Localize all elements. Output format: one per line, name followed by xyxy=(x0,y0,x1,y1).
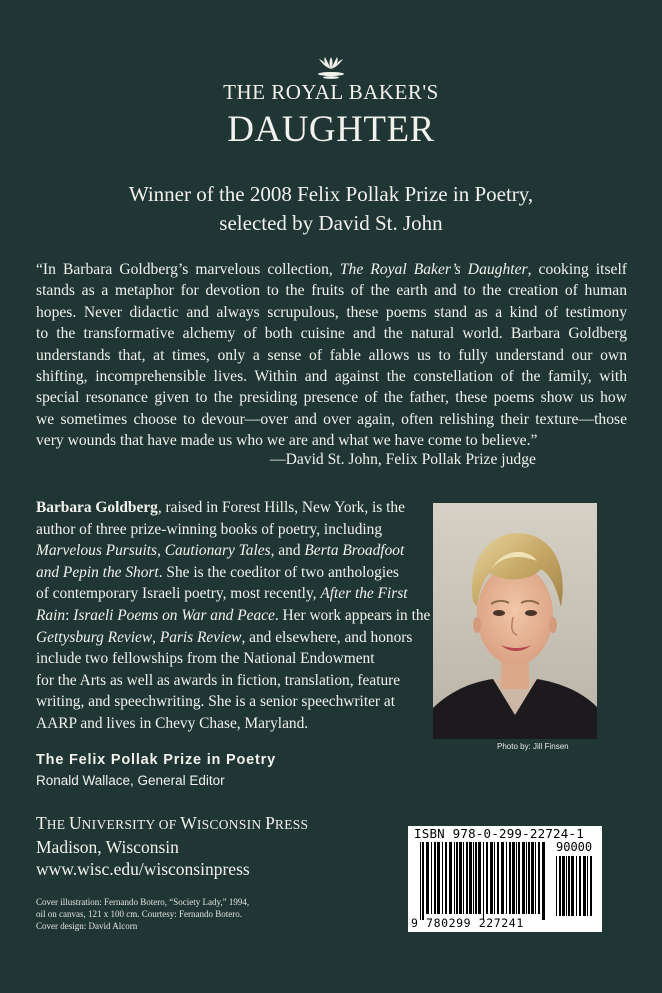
press-smallcaps: ISCONSIN xyxy=(196,817,266,832)
barcode-bar xyxy=(490,842,493,914)
barcode-bar xyxy=(466,842,468,914)
publisher-name xyxy=(36,812,308,836)
quote-attribution: —David St. John, Felix Pollak Prize judge xyxy=(270,451,536,468)
quote-line: hopes. Never didactic and always scrupulous, these poems stand as a kind of testimony xyxy=(36,303,627,321)
press-letter: W xyxy=(180,813,197,833)
credit-line: Cover illustration: Fernando Botero, “Society Lady,” 1994, xyxy=(36,897,250,907)
barcode-bar xyxy=(571,856,574,916)
barcode-bar xyxy=(542,842,545,920)
bio-line xyxy=(36,583,416,605)
bio-text: . She is the coeditor of two anthologies xyxy=(158,563,399,581)
publisher-city: Madison, Wisconsin xyxy=(36,837,179,857)
barcode-bar xyxy=(454,842,455,914)
quote-line: understands that, at times, only a sense of fable allows us to fully understand our own xyxy=(36,346,627,364)
book-title-line2: DAUGHTER xyxy=(227,109,435,150)
book-title: and Pepin the Short xyxy=(36,563,159,581)
barcode-bar xyxy=(566,856,567,916)
quote-line: shifting, incomprehensible lives. Within and against the constellation of the family, with xyxy=(36,368,627,386)
press-smallcaps: NIVERSITY OF xyxy=(81,817,181,832)
barcode-bar xyxy=(576,856,577,916)
barcode-bar xyxy=(437,842,440,914)
barcode-bar xyxy=(538,842,540,914)
quote-text: “In Barbara Goldberg’s marvelous collection, xyxy=(36,261,340,278)
barcode-bar xyxy=(463,842,464,914)
author-name: Barbara Goldberg xyxy=(36,499,158,516)
barcode-bar xyxy=(473,842,474,914)
prize-line1: Winner of the 2008 Felix Pollak Prize in Poetry, xyxy=(128,182,534,206)
barcode-bar xyxy=(486,842,488,914)
quote-line xyxy=(36,259,627,280)
barcode-bar xyxy=(559,856,561,916)
bio-text: , xyxy=(156,542,165,560)
bio-text: . Her work appears in the xyxy=(274,606,431,624)
ean-digits: 9 780299 227241 xyxy=(411,916,524,930)
barcode-bar xyxy=(587,856,588,916)
barcode-bar xyxy=(509,842,511,914)
barcode-bar xyxy=(535,842,536,914)
bio-line xyxy=(36,605,431,627)
book-title: Cautionary Tales xyxy=(164,542,271,560)
press-letter: U xyxy=(68,813,82,833)
prize-line2: selected by David St. John xyxy=(219,211,443,235)
series-name: The Felix Pollak Prize in Poetry xyxy=(36,752,276,768)
price-code: 90000 xyxy=(556,840,593,854)
barcode-bar xyxy=(475,842,477,914)
publisher-url: www.wisc.edu/wisconsinpress xyxy=(36,859,250,879)
barcode-bar xyxy=(568,856,570,916)
bio-line: include two fellowships from the National Endowment xyxy=(36,650,375,668)
barcode-bar xyxy=(449,842,452,914)
bio-line xyxy=(36,540,416,562)
endorsement-quote xyxy=(36,259,627,452)
book-title: Berta Broadfoot xyxy=(304,542,405,560)
bio-text: , and xyxy=(270,542,305,560)
press-smallcaps: RESS xyxy=(274,817,309,832)
barcode-bar xyxy=(583,856,586,916)
bio-text: : xyxy=(65,606,74,624)
press-smallcaps: HE xyxy=(46,817,69,832)
book-title-line1: THE ROYAL BAKER'S xyxy=(223,80,439,104)
barcode-bar xyxy=(562,856,565,916)
barcode-bar xyxy=(420,842,421,920)
barcode-bar xyxy=(431,842,432,914)
bio-line: for the Arts as well as awards in fiction, translation, feature xyxy=(36,671,401,689)
quote-book-title: The Royal Baker’s Daughter xyxy=(339,261,528,278)
barcode-bar xyxy=(501,842,504,914)
book-title: Marvelous Pursuits xyxy=(36,542,157,560)
fleuron-ornament-icon xyxy=(310,55,352,79)
cover-credits xyxy=(36,896,249,933)
isbn-number: ISBN 978-0-299-22724-1 xyxy=(414,826,584,841)
barcode-bar xyxy=(434,842,436,914)
book-title: Israeli Poems on War and Peace xyxy=(73,606,275,624)
barcode-bar xyxy=(531,842,534,914)
bio-line: writing, and speechwriting. She is a senior speechwriter at xyxy=(36,693,396,711)
barcode-bar xyxy=(469,842,472,914)
bio-line: AARP and lives in Chevy Chase, Maryland. xyxy=(36,714,309,732)
bio-text: , xyxy=(152,628,160,646)
barcode-bar xyxy=(445,842,447,914)
barcode-bar xyxy=(497,842,499,914)
isbn-barcode xyxy=(408,826,602,932)
bio-text: of contemporary Israeli poetry, most recently, xyxy=(36,585,321,603)
photo-credit: Photo by: Jill Finsen xyxy=(497,742,569,751)
quote-line: very wounds that have made us who we are and what we have come to believe.” xyxy=(36,432,538,450)
barcode-bar xyxy=(590,856,592,916)
credit-line: Cover design: David Alcorn xyxy=(36,921,138,932)
bio-line xyxy=(36,562,416,584)
barcode-bar xyxy=(506,842,507,914)
barcode-bar xyxy=(522,842,525,914)
author-photo xyxy=(433,503,597,739)
barcode-bar xyxy=(579,856,581,916)
bio-text: , and elsewhere, and honors xyxy=(241,628,413,646)
barcode-bar xyxy=(526,842,527,914)
quote-text: , cooking itself xyxy=(527,261,627,278)
barcode-bar xyxy=(478,842,481,914)
press-letter: P xyxy=(265,813,275,833)
barcode-bar xyxy=(528,842,530,914)
press-letter: T xyxy=(36,813,47,833)
barcode-bar xyxy=(516,842,517,914)
author-bio xyxy=(36,497,431,735)
barcode-bar xyxy=(518,842,520,914)
journal-title: Paris Review xyxy=(159,628,242,646)
book-title: After the First xyxy=(320,585,408,603)
bio-line xyxy=(36,497,416,519)
barcode-bar xyxy=(512,842,515,914)
bio-line xyxy=(36,627,416,649)
barcode-bar xyxy=(483,842,484,920)
quote-line: special resonance given to the presiding presence of the father, these poems show us how xyxy=(36,389,627,407)
barcode-bar xyxy=(556,856,557,916)
barcode-bar xyxy=(494,842,495,914)
journal-title: Gettysburg Review xyxy=(36,628,153,646)
barcode-bar xyxy=(422,842,424,920)
barcode-bar xyxy=(459,842,462,914)
prize-statement xyxy=(0,180,662,238)
barcode-bar xyxy=(442,842,443,914)
book-title: Rain xyxy=(36,606,66,624)
barcode-bar xyxy=(456,842,458,914)
author-portrait-image xyxy=(433,503,597,739)
bio-line: author of three prize-winning books of poetry, including xyxy=(36,520,383,538)
quote-line: we sometimes choose to devour—over and over again, often relishing their texture—those xyxy=(36,410,627,428)
credit-line: oil on canvas, 121 x 100 cm. Courtesy: Fernando Botero. xyxy=(36,909,242,920)
bio-text: , raised in Forest Hills, New York, is the xyxy=(157,499,405,516)
publisher-block xyxy=(36,812,308,880)
series-editor: Ronald Wallace, General Editor xyxy=(36,773,225,788)
barcode-bar xyxy=(426,842,429,914)
quote-line: to the transformative alchemy of both cuisine and the natural world. Barbara Goldberg xyxy=(36,325,627,343)
quote-line: stands as a metaphor for devotion to the fruits of the earth and to the creation of human xyxy=(36,282,627,300)
